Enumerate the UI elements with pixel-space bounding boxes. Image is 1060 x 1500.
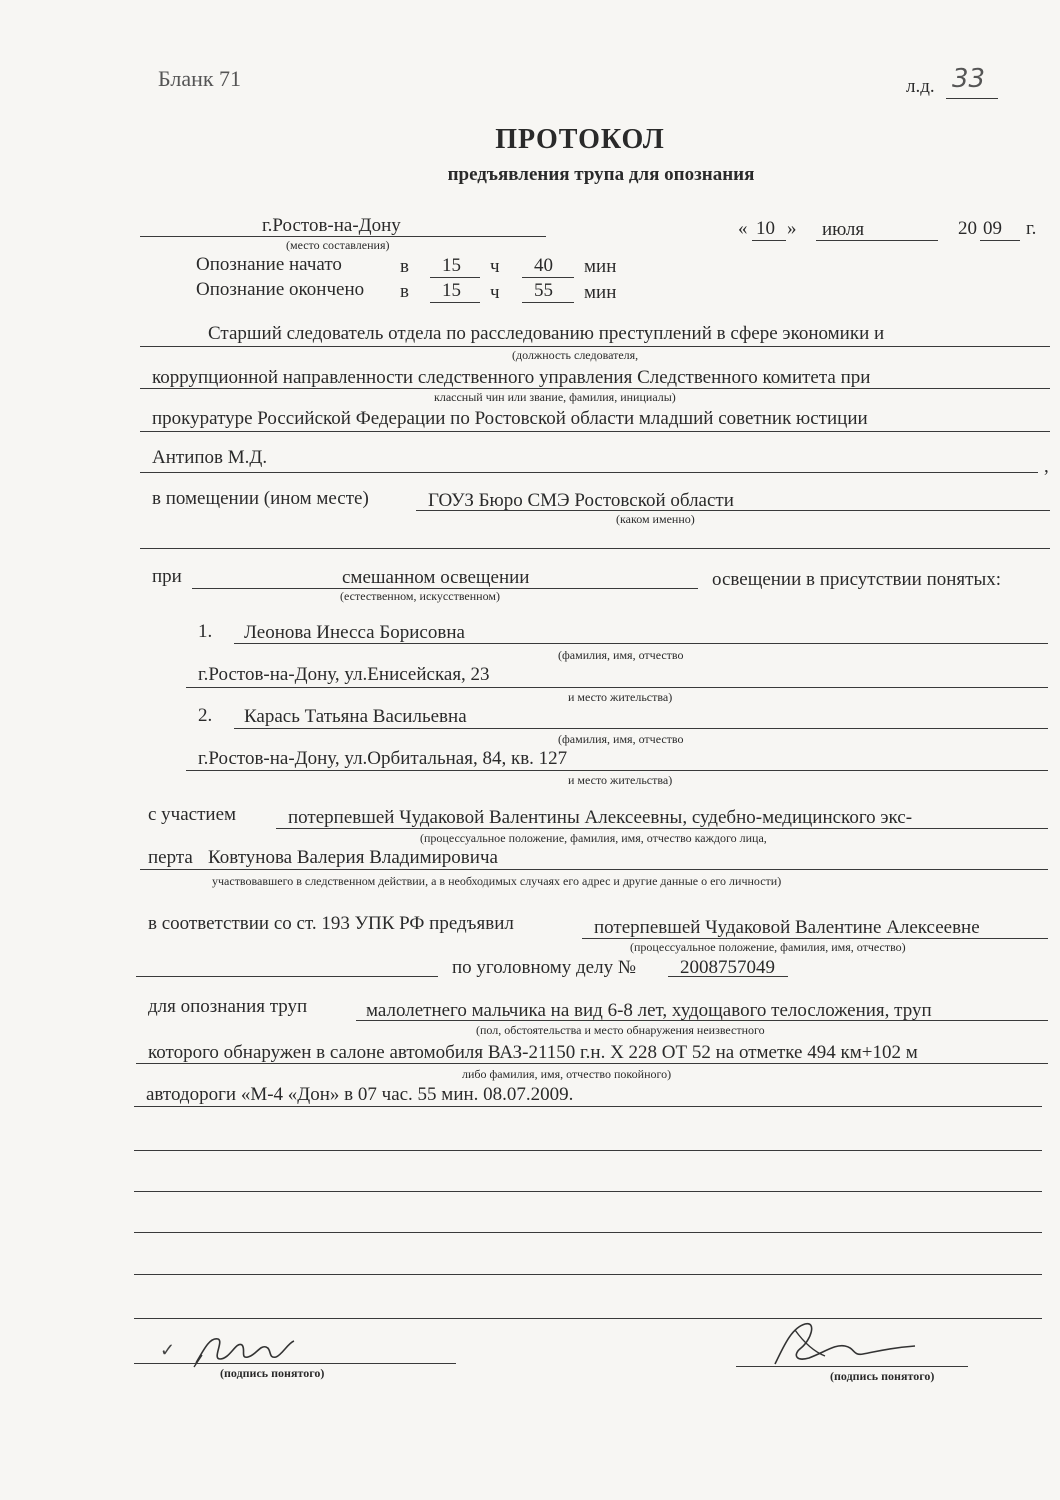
presented-label: в соответствии со ст. 193 УПК РФ предъявил	[148, 913, 514, 934]
left-signature-caption: (подпись понятого)	[220, 1366, 325, 1380]
document-title: ПРОТОКОЛ	[495, 124, 665, 155]
investigator-comma: ,	[1044, 456, 1049, 477]
check-mark: ✓	[160, 1340, 176, 1360]
lighting-caption: (естественном, искусственном)	[340, 589, 500, 603]
witness1-name-caption: (фамилия, имя, отчество	[558, 648, 684, 662]
date-year-label: г.	[1026, 218, 1037, 239]
participation-line2-prefix: перта	[148, 847, 193, 868]
document-subtitle: предъявления трупа для опознания	[447, 164, 755, 185]
corpse-line2: которого обнаружен в салоне автомобиля ВАЗ-21150 г.н. Х 228 ОТ 52 на отметке 494 км+102 м	[148, 1042, 918, 1063]
participation-line1: потерпевшей Чудаковой Валентины Алексеевны, судебно-медицинского экс-	[288, 807, 913, 828]
divider	[522, 302, 574, 303]
end-h: ч	[490, 282, 500, 303]
corpse-line1: малолетнего мальчика на вид 6-8 лет, худощавого телосложения, труп	[366, 1000, 932, 1021]
place-caption: (место составления)	[286, 238, 390, 252]
end-hours: 15	[442, 280, 461, 301]
start-label: Опознание начато	[196, 254, 342, 275]
divider	[668, 976, 788, 977]
divider	[134, 1150, 1042, 1151]
date-year-suffix: 09	[983, 218, 1002, 239]
divider	[430, 302, 480, 303]
end-min: мин	[584, 282, 617, 303]
divider	[356, 1020, 1048, 1021]
corpse-label: для опознания труп	[148, 996, 308, 1017]
witness1-number: 1.	[198, 621, 213, 642]
participation-line2: Ковтунова Валерия Владимировича	[208, 847, 498, 868]
witness1-address: г.Ростов-на-Дону, ул.Енисейская, 23	[198, 664, 490, 685]
location-caption: (каком именно)	[616, 512, 695, 526]
start-min: мин	[584, 256, 617, 277]
case-sheet-number: 33	[952, 64, 986, 94]
start-h: ч	[490, 256, 500, 277]
case-number: 2008757049	[680, 957, 775, 978]
divider	[522, 277, 574, 278]
witness2-address-caption: и место жительства)	[568, 773, 673, 787]
investigator-caption1: (должность следователя,	[512, 348, 639, 362]
form-number: Бланк 71	[158, 66, 242, 91]
witness1-name: Леонова Инесса Борисовна	[244, 622, 465, 643]
witness2-number: 2.	[198, 705, 213, 726]
divider	[736, 1366, 968, 1367]
divider	[140, 388, 1050, 389]
participation-label: с участием	[148, 804, 237, 825]
date-year-prefix: 20	[958, 218, 977, 239]
divider	[134, 1363, 456, 1364]
divider	[134, 1274, 1042, 1275]
witness2-address: г.Ростов-на-Дону, ул.Орбитальная, 84, кв. 127	[198, 748, 568, 769]
case-label: по уголовному делу №	[452, 957, 636, 978]
lighting-prefix: при	[152, 566, 182, 587]
place-value: г.Ростов-на-Дону	[262, 215, 401, 236]
end-minutes: 55	[534, 280, 553, 301]
witness2-name-caption: (фамилия, имя, отчество	[558, 732, 684, 746]
participation-caption2: участвовавшего в следственном действии, а в необходимых случаях его адрес и другие данные о его личности)	[212, 874, 782, 888]
date-close-quote: »	[787, 218, 797, 239]
location-value: ГОУЗ Бюро СМЭ Ростовской области	[428, 490, 734, 511]
right-signature-caption: (подпись понятого)	[830, 1369, 935, 1383]
investigator-caption2: классный чин или звание, фамилия, инициалы)	[434, 390, 676, 404]
corpse-line3: автодороги «М-4 «Дон» в 07 час. 55 мин. 08.07.2009.	[146, 1084, 574, 1105]
divider	[134, 1232, 1042, 1233]
divider	[582, 938, 1048, 939]
presented-caption: (процессуальное положение, фамилия, имя, отчество)	[630, 940, 906, 954]
divider	[140, 472, 1038, 473]
presented-value: потерпевшей Чудаковой Валентине Алексеевне	[594, 917, 980, 938]
divider	[816, 240, 938, 241]
divider	[234, 728, 1048, 729]
investigator-line3: прокуратуре Российской Федерации по Ростовской области младший советник юстиции	[152, 408, 868, 429]
divider	[752, 240, 786, 241]
witness1-address-caption: и место жительства)	[568, 690, 673, 704]
investigator-name: Антипов М.Д.	[152, 447, 268, 468]
divider	[136, 1063, 1048, 1064]
investigator-line2: коррупционной направленности следственного управления Следственного комитета при	[152, 367, 871, 388]
start-minutes: 40	[534, 255, 553, 276]
case-sheet-label: л.д.	[906, 76, 935, 97]
location-label: в помещении (ином месте)	[152, 488, 369, 509]
divider	[430, 277, 480, 278]
date-month: июля	[822, 219, 865, 240]
divider	[234, 643, 1048, 644]
divider	[186, 687, 1048, 688]
divider	[980, 240, 1020, 241]
right-signature-icon	[765, 1318, 925, 1368]
divider	[136, 976, 438, 977]
corpse-caption1: (пол, обстоятельства и место обнаружения неизвестного	[476, 1023, 765, 1037]
lighting-value: смешанном освещении	[342, 567, 530, 588]
end-label: Опознание окончено	[196, 279, 365, 300]
divider	[134, 1191, 1042, 1192]
start-v: в	[400, 256, 409, 277]
date-day: 10	[756, 218, 775, 239]
divider	[140, 346, 1050, 347]
corpse-caption2: либо фамилия, имя, отчество покойного)	[462, 1067, 672, 1081]
divider	[186, 770, 1048, 771]
divider	[134, 1106, 1042, 1107]
divider	[140, 869, 1048, 870]
divider	[276, 828, 1048, 829]
divider	[140, 236, 546, 237]
divider	[416, 510, 1050, 511]
participation-caption1: (процессуальное положение, фамилия, имя, отчество каждого лица,	[420, 831, 767, 845]
witness2-name: Карась Татьяна Васильевна	[244, 706, 467, 727]
date-open-quote: «	[738, 218, 748, 239]
divider	[140, 431, 1050, 432]
divider	[946, 98, 998, 99]
divider	[140, 548, 1050, 549]
investigator-line1: Старший следователь отдела по расследованию преступлений в сфере экономики и	[208, 323, 885, 344]
end-v: в	[400, 281, 409, 302]
start-hours: 15	[442, 255, 461, 276]
lighting-suffix: освещении в присутствии понятых:	[712, 569, 1002, 590]
